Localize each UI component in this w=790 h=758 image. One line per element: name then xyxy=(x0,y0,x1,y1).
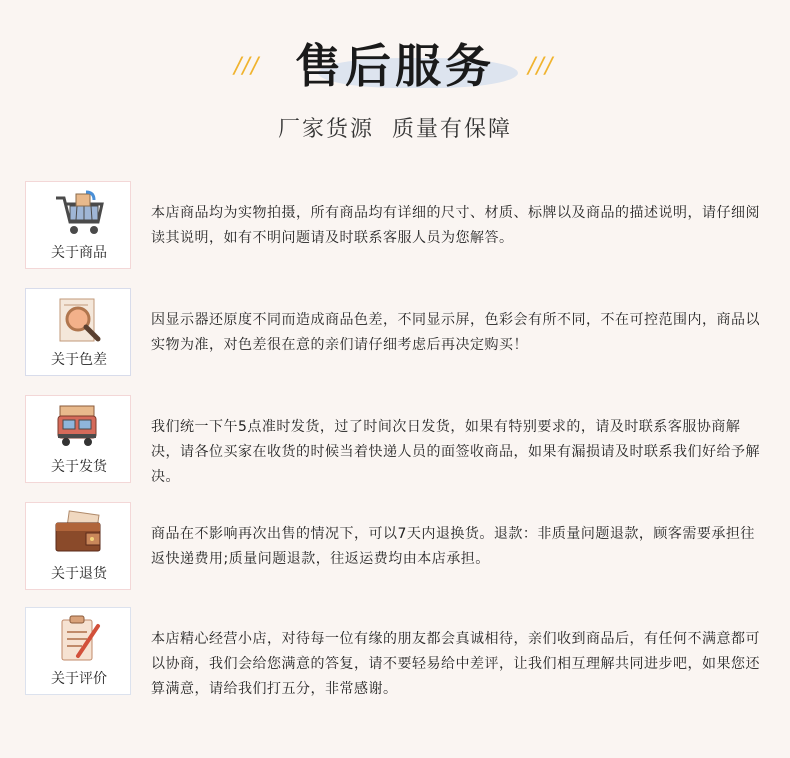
icon-card xyxy=(25,607,131,695)
service-item-review xyxy=(25,607,765,699)
header xyxy=(0,0,790,150)
item-label: 关于评价 xyxy=(51,671,107,687)
item-description: 本店商品均为实物拍摄，所有商品均有详细的尺寸、材质、标牌以及商品的描述说明，请仔细阅读其说明，如有不明问题请及时联系客服人员为您解答。 xyxy=(151,205,760,246)
magnifier-icon xyxy=(54,295,106,347)
clipboard-review-icon xyxy=(54,614,106,666)
page-subtitle: 厂家货源 质量有保障 xyxy=(278,117,512,142)
item-description: 我们统一下午5点准时发货，过了时间次日发货，如果有特别要求的，请及时联系客服协商解决，请各位买家在收货的时候当着快递人员的面签收商品，如果有漏损请及时联系我们好给予解决。 xyxy=(151,419,760,485)
service-item-shipping xyxy=(25,395,765,487)
service-item-product xyxy=(25,181,765,273)
right-slash-decoration: /// xyxy=(528,54,554,79)
item-label: 关于商品 xyxy=(51,245,107,261)
left-slash-decoration: /// xyxy=(234,54,260,79)
delivery-truck-icon xyxy=(54,402,106,454)
service-item-color xyxy=(25,288,765,380)
item-description: 本店精心经营小店，对待每一位有缘的朋友都会真诚相待，亲们收到商品后，有任何不满意都可以协商，我们会给您满意的答复，请不要轻易给中差评，让我们相互理解共同进步吧，如果您还算满意，请给我们打五分，非常感谢。 xyxy=(151,631,760,697)
item-description: 商品在不影响再次出售的情况下，可以7天内退换货。退款：非质量问题退款，顾客需要承担往返快递费用;质量问题退款，往返运费均由本店承担。 xyxy=(151,526,755,567)
icon-card xyxy=(25,395,131,483)
service-item-return xyxy=(25,502,765,594)
shopping-cart-icon xyxy=(54,188,106,240)
icon-card xyxy=(25,288,131,376)
wallet-refund-icon xyxy=(54,509,106,561)
page-title: 售后服务 xyxy=(295,39,495,93)
item-label: 关于发货 xyxy=(51,459,107,475)
item-description: 因显示器还原度不同而造成商品色差，不同显示屏，色彩会有所不同，不在可控范围内，商品以实物为准，对色差很在意的亲们请仔细考虑后再决定购买！ xyxy=(151,312,760,353)
item-label: 关于退货 xyxy=(51,566,107,582)
item-label: 关于色差 xyxy=(51,352,107,368)
icon-card xyxy=(25,502,131,590)
icon-card xyxy=(25,181,131,269)
